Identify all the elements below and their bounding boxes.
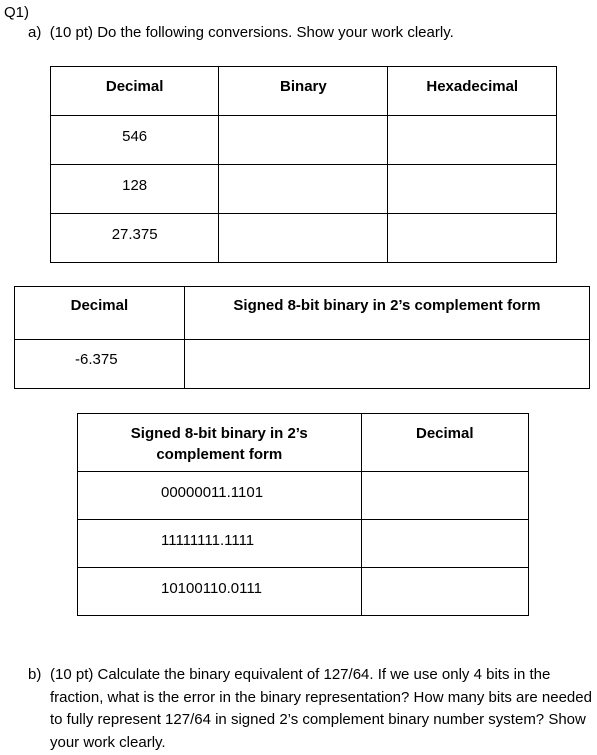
table-row — [51, 116, 557, 165]
table-row — [51, 214, 557, 263]
part-b-text: (10 pt) Calculate the binary equivalent of 127/64. If we use only 4 bits in the fraction, what is the error in the binary representation? How many bits are needed to fully represent 127/64 in signed 2’s complement binary number system? Show your work clearly. — [50, 666, 592, 751]
cell-hex-value — [388, 116, 556, 128]
question-label: Q1) — [4, 4, 30, 21]
conversion-table-decimal — [50, 66, 557, 263]
table-row — [15, 340, 590, 389]
header-line: complement form — [156, 446, 283, 463]
table-row — [78, 568, 529, 616]
answer-cell[interactable] — [388, 165, 557, 214]
header-binary: Binary — [280, 78, 327, 95]
header-hexadecimal: Hexadecimal — [426, 78, 519, 95]
header-decimal: Decimal — [70, 297, 129, 314]
cell-binary-value: 10100110.0111 — [161, 580, 262, 597]
cell-decimal-value: 128 — [122, 177, 148, 194]
answer-cell[interactable] — [388, 214, 557, 263]
cell-hex-value — [388, 214, 556, 226]
cell-binary-value — [219, 165, 387, 177]
cell-decimal-value: -6.375 — [75, 351, 118, 368]
answer-cell[interactable] — [219, 165, 388, 214]
table-cell — [51, 165, 219, 214]
header-cell — [78, 414, 362, 472]
table-cell — [51, 214, 219, 263]
table-header-row — [51, 67, 557, 116]
part-b-marker: b) — [28, 666, 42, 683]
cell-decimal-value: 27.375 — [111, 226, 158, 243]
cell-decimal-value: 546 — [122, 128, 148, 145]
cell-hex-value — [388, 165, 556, 177]
table-header-row — [78, 414, 529, 472]
answer-cell[interactable] — [219, 214, 388, 263]
table-row — [78, 520, 529, 568]
table-cell — [51, 116, 219, 165]
table-cell — [78, 568, 362, 616]
answer-cell[interactable] — [361, 520, 528, 568]
part-b-instruction — [28, 664, 593, 754]
header-decimal: Decimal — [415, 425, 474, 442]
part-a-instruction — [28, 24, 454, 41]
header-signed-binary — [78, 414, 361, 465]
cell-binary-value: 00000011.1101 — [161, 484, 264, 501]
cell-binary-value: 11111111.1111 — [161, 532, 255, 549]
header-signed-binary: Signed 8-bit binary in 2’s complement form — [233, 297, 541, 314]
table-row — [78, 472, 529, 520]
table-header-row — [15, 287, 590, 340]
header-cell — [51, 67, 219, 116]
header-cell — [15, 287, 185, 340]
conversion-table-decimal-to-twos-complement — [14, 286, 590, 389]
header-decimal: Decimal — [105, 78, 164, 95]
header-cell — [388, 67, 557, 116]
header-line: Signed 8-bit binary in 2’s — [130, 425, 308, 442]
cell-binary-value — [219, 214, 387, 226]
table-cell — [78, 472, 362, 520]
table-cell — [78, 520, 362, 568]
cell-signed-binary-value — [185, 340, 589, 351]
answer-cell[interactable] — [361, 472, 528, 520]
part-a-marker: a) — [28, 24, 42, 41]
header-cell — [361, 414, 528, 472]
table-row — [51, 165, 557, 214]
table-cell — [15, 340, 185, 389]
answer-cell[interactable] — [361, 568, 528, 616]
cell-binary-value — [219, 116, 387, 128]
answer-cell[interactable] — [184, 340, 589, 389]
part-a-text: (10 pt) Do the following conversions. Show your work clearly. — [49, 24, 454, 41]
answer-cell[interactable] — [388, 116, 557, 165]
header-cell — [219, 67, 388, 116]
answer-cell[interactable] — [219, 116, 388, 165]
header-cell — [184, 287, 589, 340]
conversion-table-twos-complement-to-decimal — [77, 413, 529, 616]
